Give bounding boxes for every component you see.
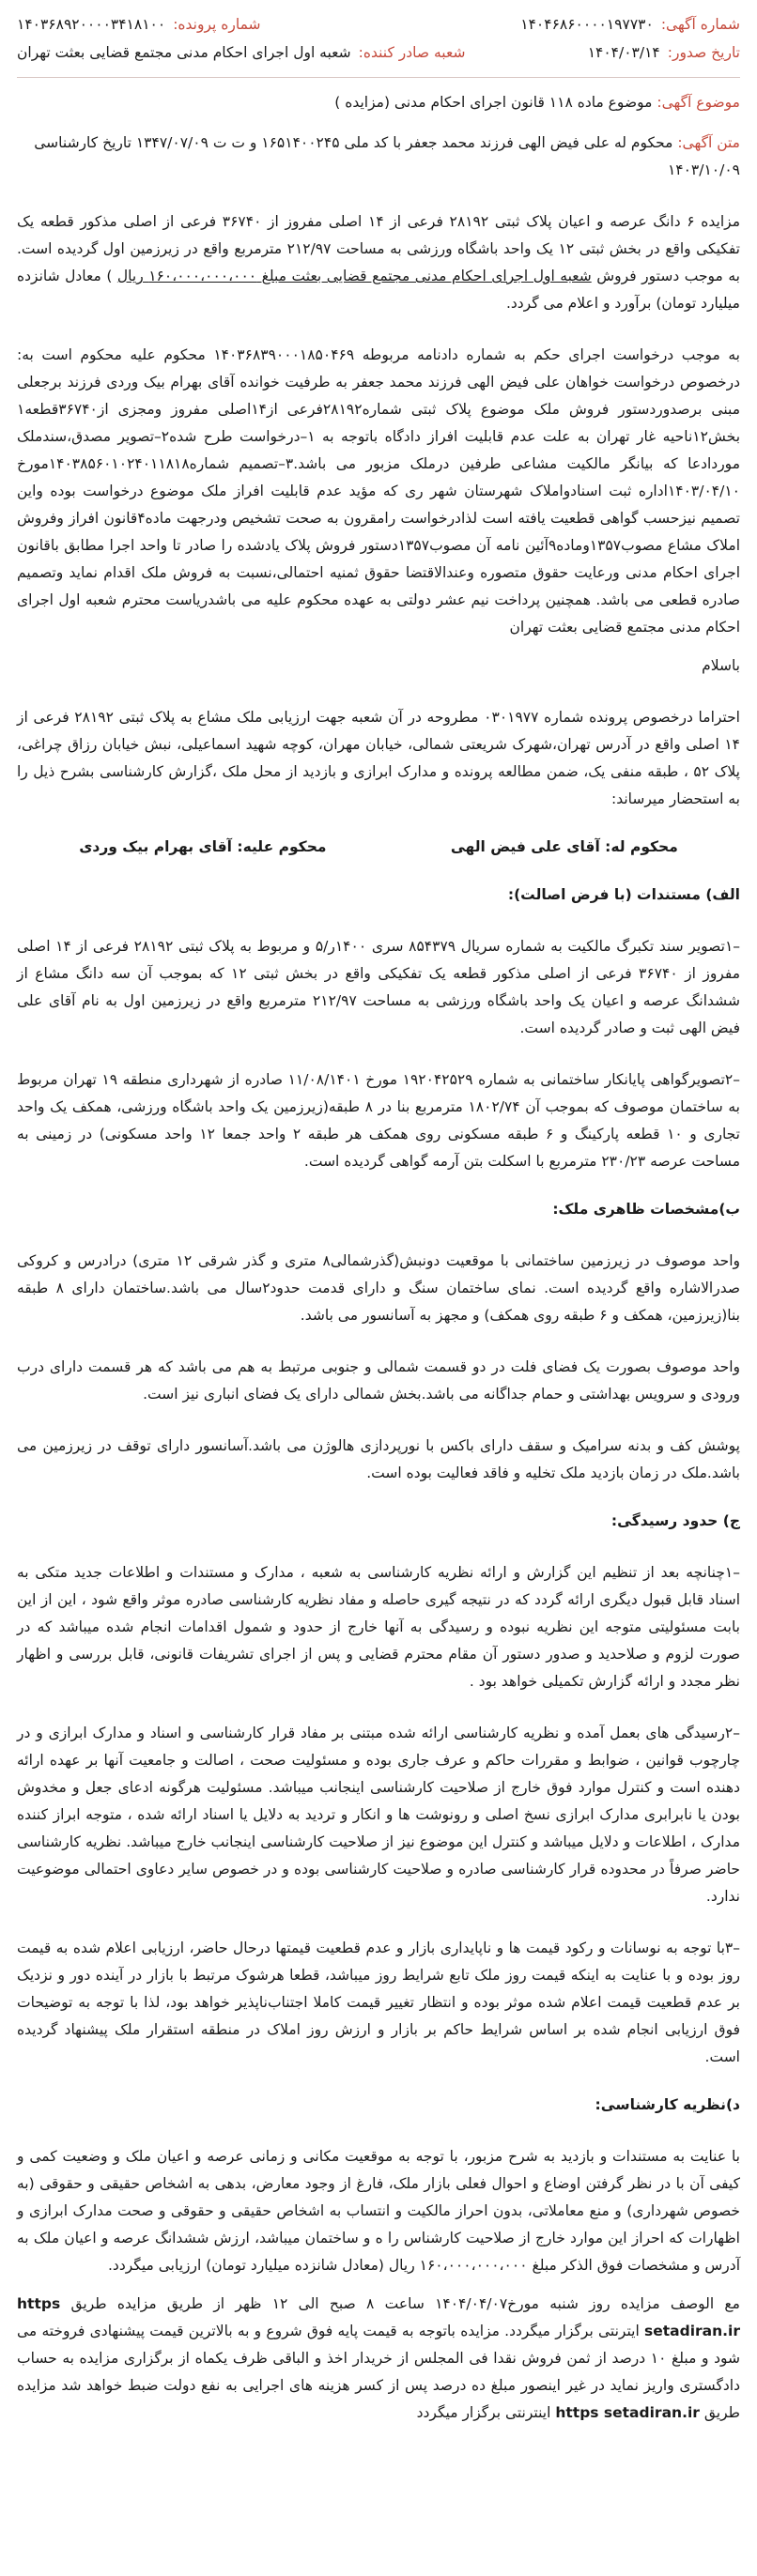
notice-number-field [520, 11, 740, 38]
notice-text-header [17, 130, 740, 184]
notice-subject [17, 89, 740, 116]
issue-date-value: ۱۴۰۴/۰۳/۱۴ [587, 44, 660, 61]
issuing-branch-label: شعبه صادر کننده: [358, 44, 466, 61]
section-d-item-1: با عنایت به مستندات و بازدید به شرح مزبور، با توجه به موقعیت مکانی و زمانی عرصه و اعیان ملک و وضعیت کمی و کیفی آن با در نظر گرفتن اوضاع و احوال فعلی بازار ملک، فارغ از وجود معارض، بدهی به اشخاص حقیقی و حقوقی (به خصوص شهرداری) و منع معاملاتی، بدون احراز مالکیت و انتساب به اشخاص حقیقی و حقوقی و صحت مدارک ابرازی و اظهارات که احراز این موارد خارج از صلاحیت کارشناس را ه و ساختمان میباشد، ارزش ششدانگ عرصه و اعیان ملک به آدرس و مشخصات فوق الذکر مبلغ ۱۶۰،۰۰۰،۰۰۰،۰۰۰ ریال (معادل شانزده میلیارد تومان) ارزیابی میگردد. [17, 2148, 740, 2274]
section-b-heading: ب)مشخصات ظاهری ملک: [552, 1201, 740, 1218]
section-b-item-3: پوشش کف و بدنه سرامیک و سقف دارای باکس با نورپردازی هالوژن می باشد.آسانسور دارای توقف در زیرزمین می باشد.ملک در زمان بازدید ملک تخلیه و فاقد فعالیت بوده است. [17, 1437, 740, 1481]
header-row-numbers [17, 11, 740, 39]
notice-number-value: ۱۴۰۴۶۸۶۰۰۰۰۱۹۷۷۳۰ [520, 16, 654, 33]
auction-conditions-paragraph [17, 2291, 740, 2427]
section-c-heading: ج) حدود رسیدگی: [610, 1512, 740, 1529]
header-row-issue [17, 39, 740, 68]
issuing-branch-value: شعبه اول اجرای احکام مدنی مجتمع قضایی بعثت تهران [17, 44, 351, 61]
auction-summary-text: مزایده ۶ دانگ عرصه و اعیان پلاک ثبتی ۲۸۱۹۲ فرعی از ۱۴ اصلی مفروز از ۳۶۷۴۰ فرعی از اصلی مذکور قطعه یک تفکیکی واقع در بخش ثبتی ۱۲ یک واحد باشگاه ورزشی به مساحت ۲۱۲/۹۷ مترمربع واقع در زیرزمین اول گردیده است. به موجب دستور فروش [17, 213, 740, 284]
defendant: محکوم علیه: آقای بهرام بیک وردی [79, 838, 327, 855]
file-number-field [17, 11, 261, 38]
issue-date-field [588, 39, 740, 67]
header-divider [17, 77, 740, 78]
section-a-item-1: –۱تصویر سند تکبرگ مالکیت به شماره سریال ۸۵۴۳۷۹ سری ۱۴۰۰ر/۵ و مربوط به پلاک ثبتی ۲۸۱۹۲ فرعی از ۱۴ اصلی مفروز از ۳۶۷۴۰ فرعی از اصلی مذکور قطعه یک تفکیکی واقع در بخش ثبتی ۱۲ که بموجب آن سه دانگ مشاع از ششدانگ عرصه و اعیان یک واحد باشگاه ورزشی به مساحت ۲۱۲/۹۷ مترمربع واقع در زیرزمین اول به نام آقای علی فیض الهی ثبت و صادر گردیده است. [17, 938, 741, 1036]
issuing-branch-field [17, 39, 465, 67]
subject-label: موضوع آگهی: [657, 94, 740, 111]
file-number-value: ۱۴۰۳۶۸۹۲۰۰۰۰۳۴۱۸۱۰۰ [17, 16, 166, 33]
section-b-item-2: واحد موصوف بصورت یک فضای فلت در دو قسمت شمالی و جنوبی مرتبط به هم می باشد که هر قسمت دارای درب ورودی و سرویس بهداشتی و حمام جداگانه می باشد.بخش شمالی دارای یک فضای انباری نیز است. [17, 1358, 740, 1403]
section-a-item-2: –۲تصویرگواهی پایانکار ساختمانی به شماره ۱۹۲۰۴۲۵۲۹ مورخ ۱۱/۰۸/۱۴۰۱ صادره از شهرداری منطقه ۱۹ تهران مربوط به ساختمان موصوف که بموجب آن ۱۸۰۲/۷۴ مترمربع بنا در ۸ طبقه(زیرزمین یک واحد باشگاه ورزشی، همکف یک واحد تجاری و ۱۰ قطعه پارکینگ و ۶ طبقه مسکونی روی همکف هر طبقه ۲ واحد جمعا ۱۲ واحد مسکونی) در زمینی به مساحت عرصه ۲۳۰/۲۳ مترمربع با اسکلت بتن آرمه گواهی گردیده است. [17, 1071, 740, 1170]
setadiran-link-2[interactable]: https setadiran.ir [555, 2404, 700, 2421]
auction-conditions-text-c: اینترنتی برگزار میگردد [416, 2404, 551, 2421]
section-b-item-1: واحد موصوف در زیرزمین ساختمانی با موقعیت دونبش(گذرشمالی۸ متری و گذر شرقی ۱۲ متری) درادرس و کروکی صدرالاشاره واقع گردیده است. نمای ساختمان سنگ و دارای قدمت حدود۲سال می باشد.ساختمان دارای ۸ طبقه بنا(زیرزمین، همکف و ۶ طبقه روی همکف) و مجهز به آسانسور می باشد. [17, 1252, 741, 1324]
issue-date-label: تاریخ صدور: [667, 44, 740, 61]
setadiran-link-1[interactable]: https setadiran.ir [17, 2295, 740, 2339]
section-c-item-1: –۱چنانچه بعد از تنظیم این گزارش و ارائه نظریه کارشناسی به شعبه ، مدارک و مستندات و اطلاعات جدید متکی به اسناد قابل قبول دیگری ارائه گردد که در نتیجه گیری حاصله و مفاد نظریه کارشناسی صادره موثر واقع شود ، این از این بابت مسئولیتی متوجه این نظریه نبوده و رسیدگی به آنها خارج از حدود و شمول اقدامات انجام شده میباشد که در صورت لزوم و صلاحدید و صدور دستور آن مقام محترم قضایی و پس از اجرای تشریفات قانونی، قابل بررسی و اظهار نظر مجدد و ارائه گزارش تکمیلی خواهد بود . [17, 1564, 740, 1690]
notice-text-label: متن آگهی: [677, 134, 740, 151]
notice-text-value: محکوم له علی فیض الهی فرزند محمد جعفر با کد ملی ۱۶۵۱۴۰۰۲۴۵ و ت ت ۱۳۴۷/۰۷/۰۹ تاریخ کارشناسی ۱۴۰۳/۱۰/۰۹ [34, 134, 740, 178]
auction-summary-paragraph [17, 208, 740, 317]
plaintiff: محکوم له: آقای علی فیض الهی [450, 838, 678, 855]
subject-value: موضوع ماده ۱۱۸ قانون اجرای احکام مدنی (مزایده ) [334, 94, 653, 111]
file-number-label: شماره پرونده: [173, 16, 261, 33]
auction-summary-tail: ) معادل شانزده میلیارد تومان) برآورد و اعلام می گردد. [17, 268, 740, 312]
parties-row [17, 834, 740, 861]
section-a-heading: الف) مستندات (با فرض اصالت): [507, 886, 740, 903]
greeting: باسلام [702, 657, 740, 674]
auction-summary-underlined: شعبه اول اجرای احکام مدنی مجتمع قضایی بعثت مبلغ ۱۶۰،۰۰۰،۰۰۰،۰۰۰ ریال [116, 268, 592, 284]
section-d-heading: د)نظریه کارشناسی: [595, 2096, 740, 2113]
section-c-item-3: –۳با توجه به نوسانات و رکود قیمت ها و ناپایداری بازار و عدم قطعیت قیمتها درحال حاضر، ارزیابی اعلام شده به قیمت روز بوده و با عنایت به اینکه قیمت روز ملک تابع شرایط روز میباشد، قطعا هرشوک مرتبط با بازار در آینده دور و نزدیک بر عدم قطعیت قیمت اعلام شده موثر بوده و انتظار تغییر قیمت کاملا اجتناب‌ناپذیر خواهد بود، لذا با توجه به توضیحات فوق ارزیابی انجام شده بر اساس شرایط حاکم بر بازار و ارزش روز املاک در منطقه استقرار ملک پیشنهاد گردیده است. [17, 1940, 740, 2065]
auction-conditions-text-b: ایترنتی برگزار میگردد. مزایده باتوجه به قیمت پایه فوق شروع و به بالاترین قیمت پیشنهادی فروخته می شود و مبلغ ۱۰ درصد از ثمن فروش نقدا فی المجلس از خریدار اخذ و الباقی ظرف یکماه از برگزاری مزایده به حساب دادگستری واریز نماید در غیر اینصور مبلغ ده درصد پس از کسر هزینه های اجرایی به نفع دولت ضبط خواهد شد مزایده طریق [17, 2323, 740, 2421]
auction-conditions-text-a: مع الوصف مزایده روز شنبه مورخ۱۴۰۴/۰۴/۰۷ ساعت ۸ صبح الی ۱۲ ظهر از طریق مزایده طریق [70, 2295, 740, 2312]
expert-intro-paragraph: احتراما درخصوص پرونده شماره ۰۳۰۱۹۷۷ مطروحه در آن شعبه جهت ارزیابی ملک مشاع به پلاک ثبتی ۲۸۱۹۲ فرعی از ۱۴ اصلی واقع در آدرس تهران،شهرک شریعتی شمالی، خیابان مهران، کوچه شهید اسماعیلی، نبش خیابان رزاق چراغی، پلاک ۵۲ ، طبقه منفی یک، ضمن مطالعه پرونده و مدارک ابرازی و بازدید از محل ملک ،گزارش کارشناسی بشرح ذیل را به استحضار میرساند: [17, 709, 740, 807]
section-c-item-2: –۲رسیدگی های بعمل آمده و نظریه کارشناسی ارائه شده مبتنی بر مفاد قرار کارشناسی و اسناد و مدارک ابرازی و در چارچوب قوانین ، ضوابط و مقررات حاکم و عرف جاری بوده و مسئولیت صحت ، اصالت و جامعیت آنها بر عهده ارائه دهنده است و کنترل موارد فوق خارج از صلاحیت کارشناسی اینجانب میباشد. مسئولیت هرگونه ادعای جعل و مخدوش بودن یا نابرابری مدارک ابرازی نسخ اصلی و رونوشت ها و انکار و تردید به دلایل یا اسناد ارائه شده ، متوجه ابراز کننده مدارک ، اطلاعات و دلایل میباشد و کنترل این موضوع نیز از صلاحیت کارشناسی اینجانب خارج میباشد. نظریه کارشناسی حاضر صرفاً در محدوده قرار کارشناسی صادره و صلاحیت کارشناسی بوده و در خصوص سایر دعاوی احتمالی موضوعیت ندارد. [17, 1725, 740, 1905]
notice-number-label: شماره آگهی: [660, 16, 740, 33]
court-order-paragraph: به موجب درخواست اجرای حکم به شماره دادنامه مربوطه ۱۴۰۳۶۸۳۹۰۰۰۱۸۵۰۴۶۹ محکوم علیه محکوم است به: درخصوص درخواست خواهان علی فیض الهی فرزند محمد جعفر به طرفیت خوانده آقای بهرام بیک وردی فرزند برجعلی مبنی برصدوردستور فروش ملک موضوع پلاک ثبتی شماره۲۸۱۹۲فرعی از۱۴اصلی مفروز ومجزی از۳۶۷۴۰قطعه۱ بخش۱۲ناحیه غار تهران به علت عدم قابلیت افراز دادگاه باتوجه به ۱–درخواست طرح شده۲–تصویر مصدق،سندملک موردادعا که بیانگر مالکیت مشاعی طرفین درملک مزبور می باشد.۳–تصمیم شماره۱۴۰۳۸۵۶۰۱۰۲۴۰۱۱۸۱۸مورخ ۱۴۰۳/۰۴/۱۰اداره ثبت اسنادواملاک شهرستان شهر ری که مؤید عدم قابلیت افراز ملک موضوع درخواست بوده واین تصمیم نیزحسب گواهی قطعیت یافته است لذادرخواست رامقرون به صحت تشخیص ودرجهت ماده۴قانون افراز وفروش املاک مشاع مصوب۱۳۵۷وماده۹آئین نامه آن مصوب۱۳۵۷دستور فروش پلاک یادشده را صادر تا واحد اجرا مطابق باقانون اجرای احکام مدنی ورعایت حقوق متصوره وعندالاقتضا حقوق ثمنیه احتمالی،نسبت به فروش ملک اقدام نماید وتصمیم صادره قطعی می باشد. همچنین پرداخت نیم عشر دولتی به عهده محکوم علیه می باشدریاست محترم شعبه اول اجرای احکام مدنی مجتمع قضایی بعثت تهران [17, 346, 741, 636]
